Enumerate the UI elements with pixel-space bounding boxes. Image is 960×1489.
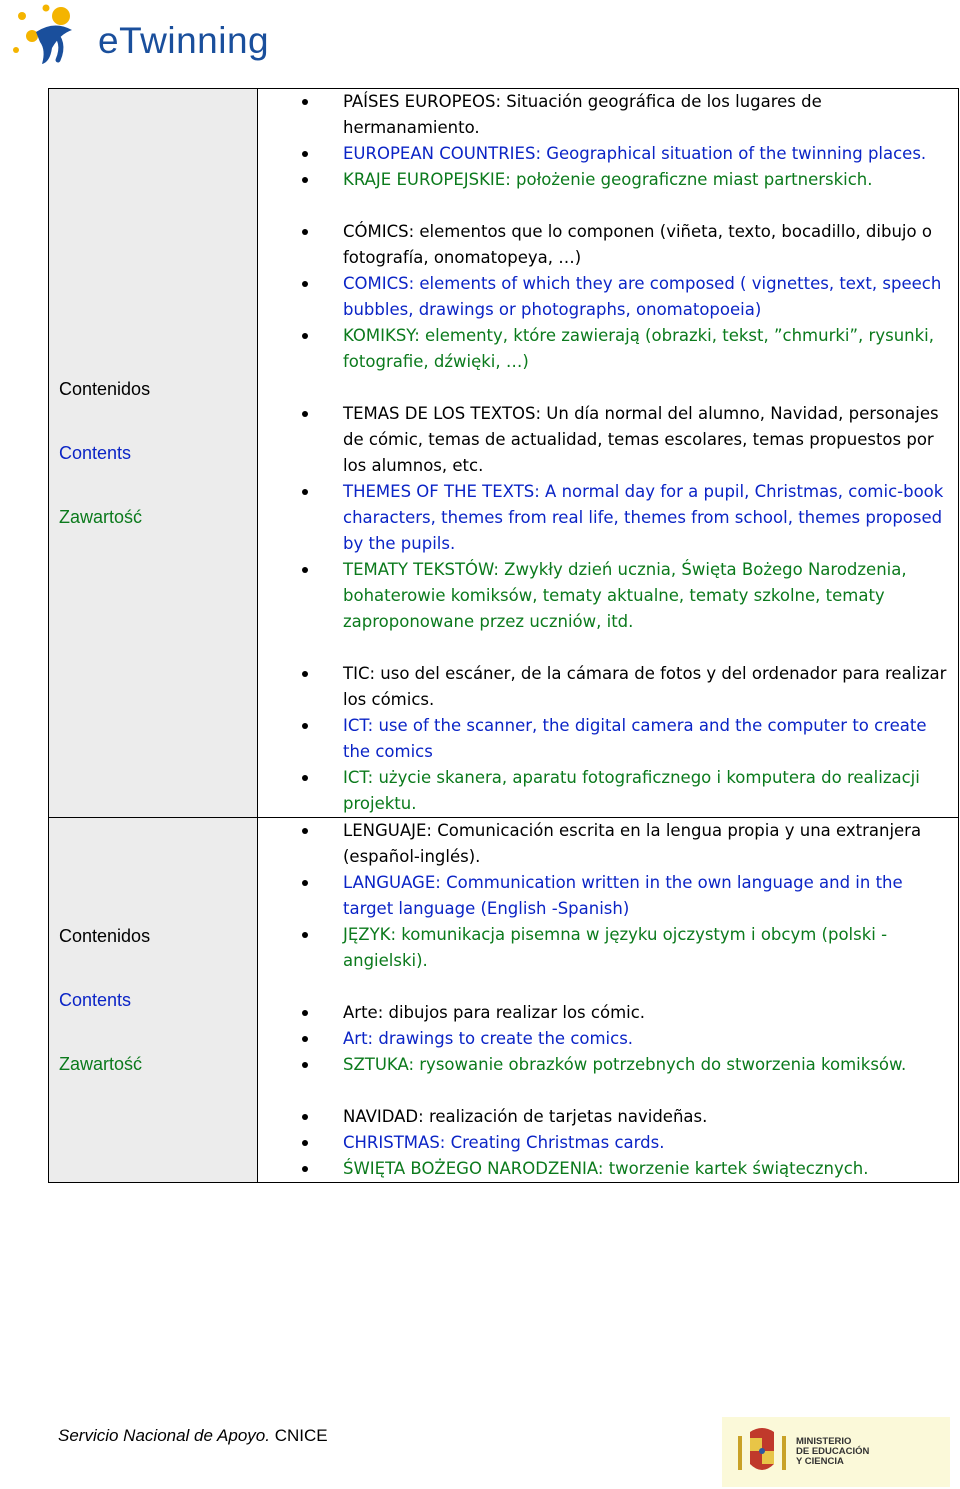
- list-item: THEMES OF THE TEXTS: A normal day for a pupil, Christmas, comic-book characters, themes from real life, themes from school, themes proposed by the pupils.: [258, 479, 958, 557]
- list-item: TEMATY TEKSTÓW: Zwykły dzień ucznia, Święta Bożego Narodzenia, bohaterowie komiksów, tematy aktualne, tematy szkolne, tematy zaproponowane przez uczniów, itd.: [258, 557, 958, 635]
- group-ict: [258, 661, 958, 817]
- contents-row-2: [49, 818, 959, 1183]
- list-item: CHRISTMAS: Creating Christmas cards.: [258, 1130, 958, 1156]
- list-item: EUROPEAN COUNTRIES: Geographical situation of the twinning places.: [258, 141, 958, 167]
- label-zawartosc: Zawartość: [59, 507, 143, 527]
- bullet-icon: [302, 932, 308, 938]
- contents-row-1: [49, 89, 959, 818]
- bullet-icon: [302, 151, 308, 157]
- label-zawartosc: Zawartość: [59, 1054, 143, 1074]
- bullet-icon: [302, 333, 308, 339]
- bullet-icon: [302, 177, 308, 183]
- bullet-icon: [302, 828, 308, 834]
- label-contents: Contents: [59, 443, 132, 463]
- footer-credit: [58, 1426, 328, 1446]
- list-item: Art: drawings to create the comics.: [258, 1026, 958, 1052]
- bullet-icon: [302, 1062, 308, 1068]
- ministry-name: MINISTERIO DE EDUCACIÓN Y CIENCIA: [796, 1436, 870, 1467]
- list-item: ŚWIĘTA BOŻEGO NARODZENIA: tworzenie kartek świątecznych.: [258, 1156, 958, 1182]
- bullet-icon: [302, 1114, 308, 1120]
- list-item: Arte: dibujos para realizar los cómic.: [258, 1000, 958, 1026]
- logo-text: eTwinning: [98, 20, 270, 61]
- bullet-icon: [302, 99, 308, 105]
- label-contents: Contents: [59, 990, 132, 1010]
- list-item: COMICS: elements of which they are composed ( vignettes, text, speech bubbles, drawings or photographs, onomatopoeia): [258, 271, 958, 323]
- bullet-icon: [302, 567, 308, 573]
- bullet-icon: [302, 671, 308, 677]
- bullet-icon: [302, 411, 308, 417]
- list-item: TEMAS DE LOS TEXTOS: Un día normal del alumno, Navidad, personajes de cómic, temas de actualidad, temas escolares, temas propuestos por los alumnos, etc.: [258, 401, 958, 479]
- list-item: LENGUAJE: Comunicación escrita en la lengua propia y una extranjera (español-inglés).: [258, 818, 958, 870]
- etwinning-star-icon: [6, 2, 96, 66]
- group-themes: [258, 401, 958, 635]
- coat-of-arms-icon: [730, 1422, 794, 1482]
- footer-credit-cnice: CNICE: [270, 1426, 328, 1445]
- bullet-icon: [302, 1036, 308, 1042]
- bullet-icon: [302, 1140, 308, 1146]
- group-countries: [258, 89, 958, 193]
- list-item: SZTUKA: rysowanie obrazków potrzebnych do stworzenia komiksów.: [258, 1052, 958, 1078]
- row-2-content-cell: [258, 818, 959, 1183]
- bullet-icon: [302, 723, 308, 729]
- list-item: JĘZYK: komunikacja pisemna w języku ojczystym i obcym (polski - angielski).: [258, 922, 958, 974]
- footer-credit-italic: Servicio Nacional de Apoyo.: [58, 1426, 270, 1445]
- bullet-icon: [302, 229, 308, 235]
- bullet-icon: [302, 775, 308, 781]
- bullet-icon: [302, 1010, 308, 1016]
- row-1-label-cell: [49, 89, 258, 818]
- group-art: [258, 1000, 958, 1078]
- list-item: NAVIDAD: realización de tarjetas navideñas.: [258, 1104, 958, 1130]
- bullet-icon: [302, 880, 308, 886]
- group-christmas: [258, 1104, 958, 1182]
- etwinning-logo: [6, 2, 286, 66]
- label-contenidos: Contenidos: [59, 926, 151, 946]
- bullet-icon: [302, 489, 308, 495]
- group-comics: [258, 219, 958, 375]
- list-item: LANGUAGE: Communication written in the own language and in the target language (English -Spanish): [258, 870, 958, 922]
- list-item: PAÍSES EUROPEOS: Situación geográfica de los lugares de hermanamiento.: [258, 89, 958, 141]
- list-item: ICT: use of the scanner, the digital camera and the computer to create the comics: [258, 713, 958, 765]
- list-item: TIC: uso del escáner, de la cámara de fotos y del ordenador para realizar los cómics.: [258, 661, 958, 713]
- list-item: KOMIKSY: elementy, które zawierają (obrazki, tekst, ”chmurki”, rysunki, fotografie, dźwięki, …): [258, 323, 958, 375]
- row-1-content-cell: [258, 89, 959, 818]
- group-language: [258, 818, 958, 974]
- label-contenidos: Contenidos: [59, 379, 151, 399]
- list-item: KRAJE EUROPEJSKIE: położenie geograficzne miast partnerskich.: [258, 167, 958, 193]
- ministry-logo: [722, 1417, 950, 1487]
- bullet-icon: [302, 1166, 308, 1172]
- list-item: CÓMICS: elementos que lo componen (viñeta, texto, bocadillo, dibujo o fotografía, onomatopeya, …): [258, 219, 958, 271]
- contents-table: [48, 88, 959, 1183]
- bullet-icon: [302, 281, 308, 287]
- row-2-label-cell: [49, 818, 258, 1183]
- list-item: ICT: użycie skanera, aparatu fotograficznego i komputera do realizacji projektu.: [258, 765, 958, 817]
